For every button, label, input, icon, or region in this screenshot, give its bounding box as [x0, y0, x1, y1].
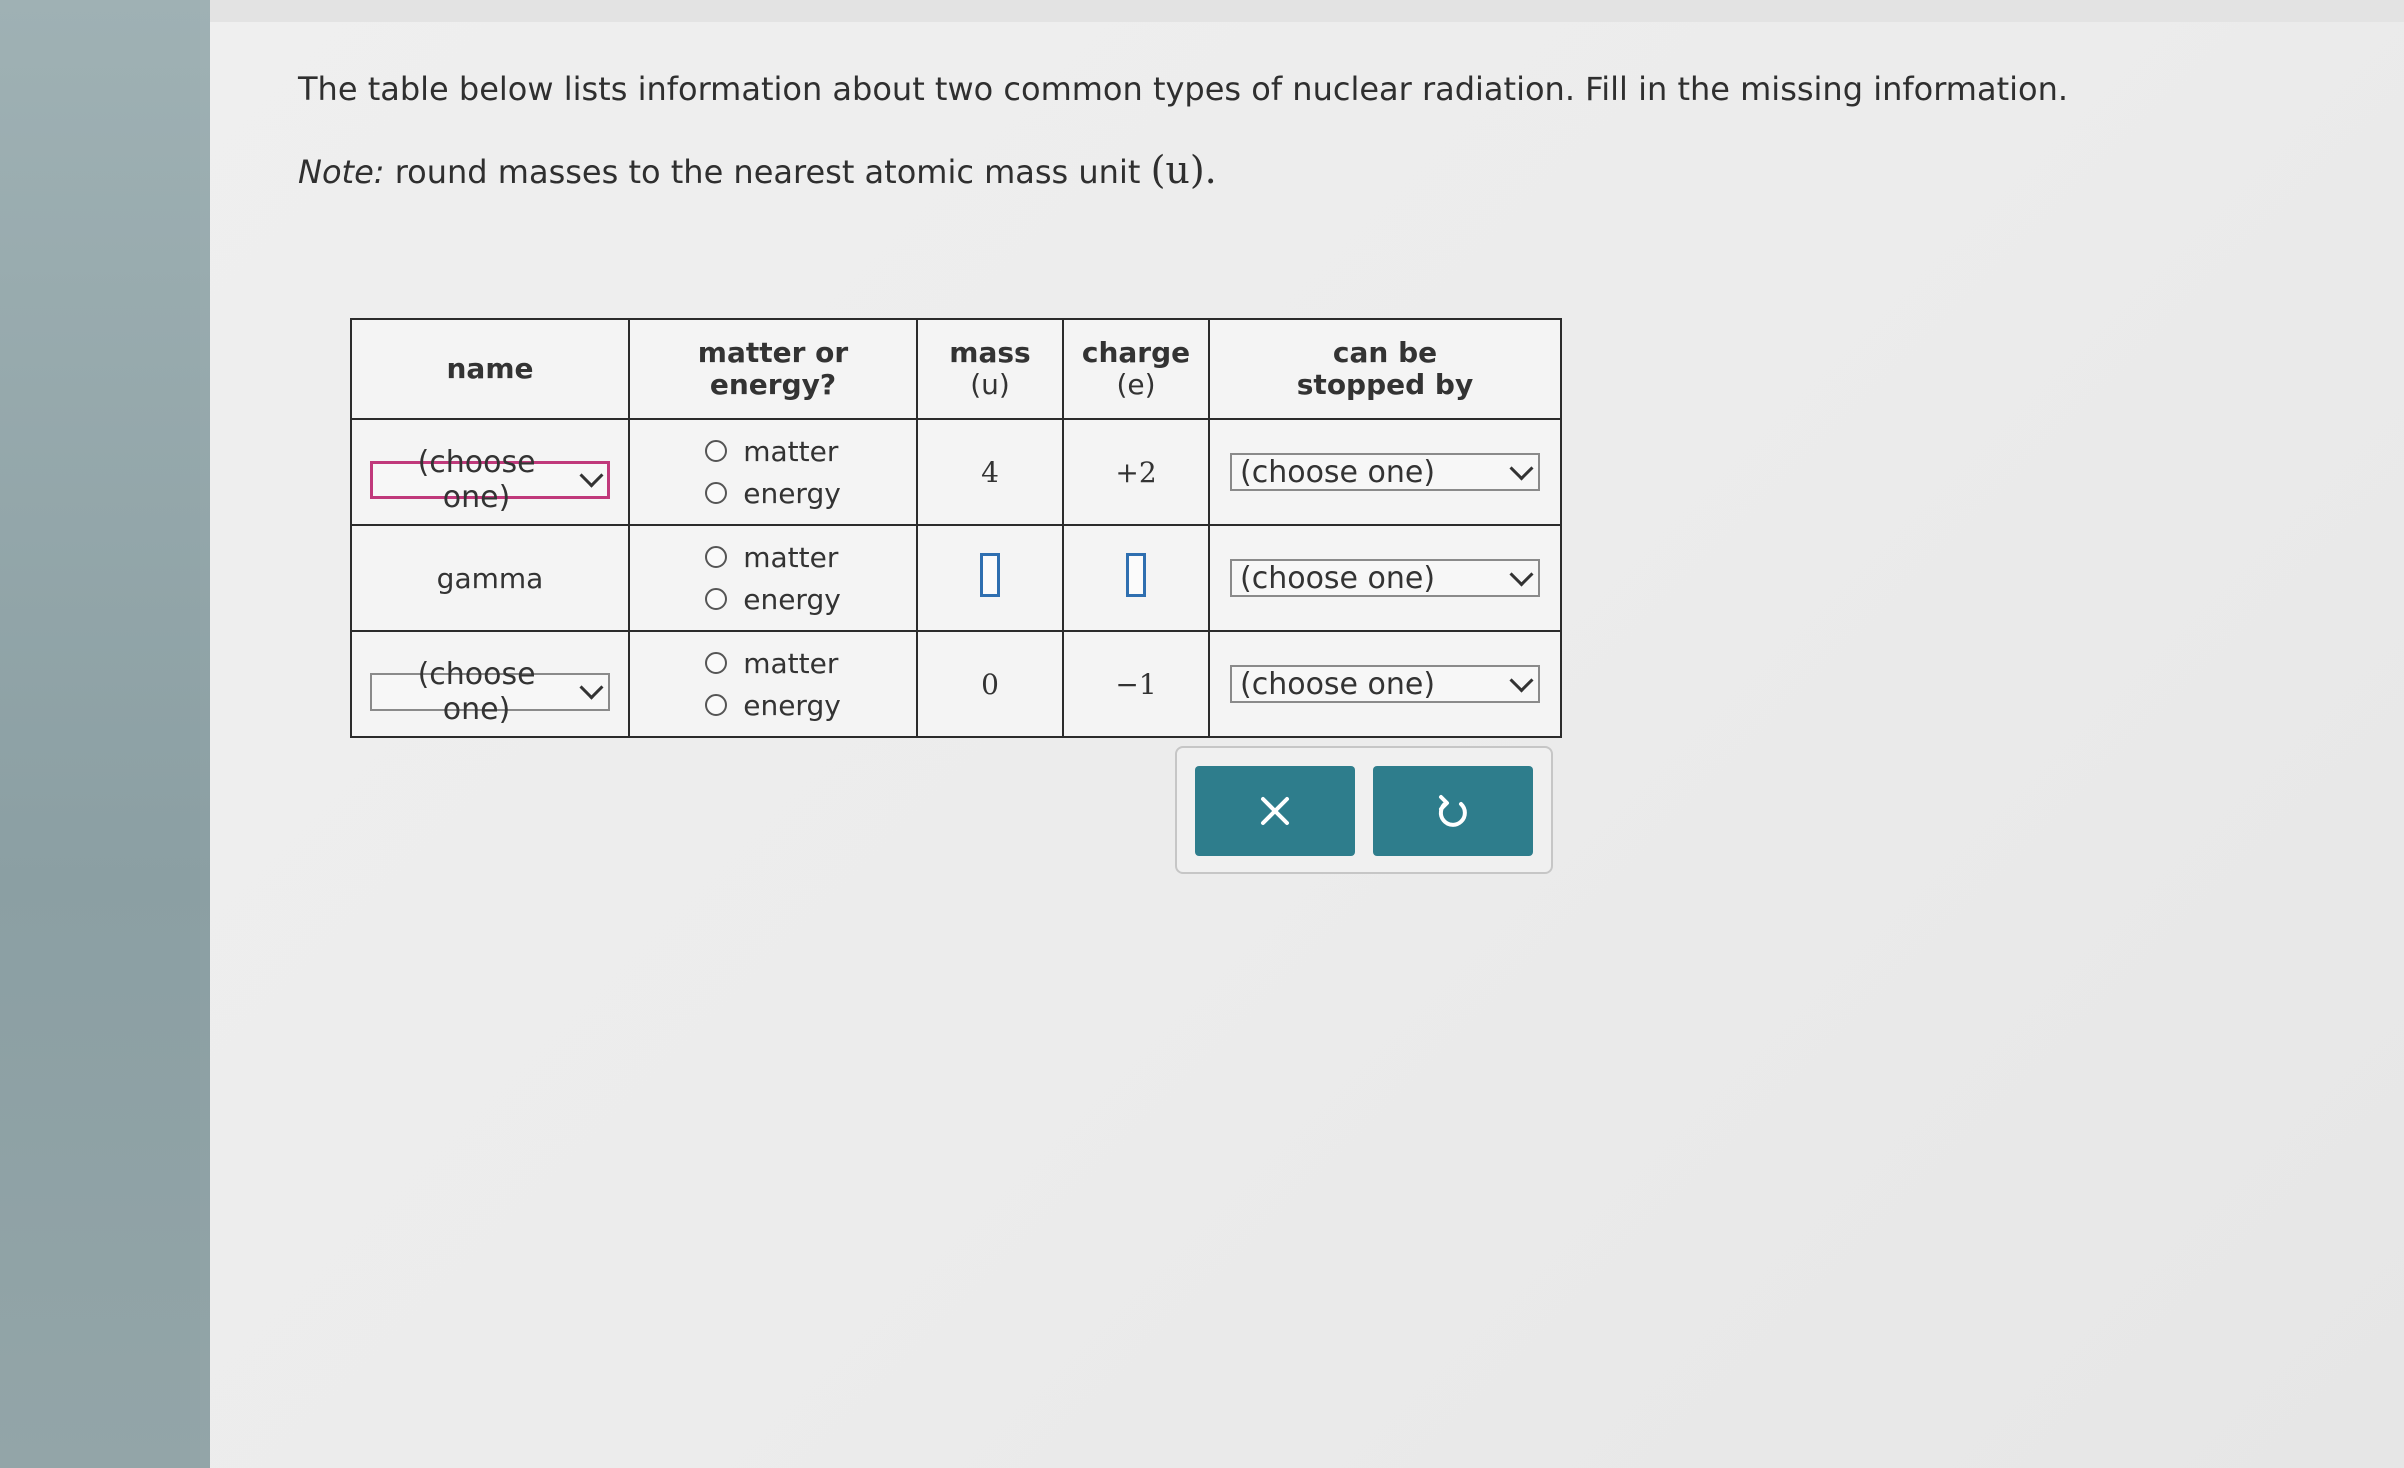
header-mass-unit: (u) — [970, 368, 1010, 401]
radiation-table — [350, 318, 1562, 738]
name-cell — [351, 419, 629, 525]
undo-button[interactable] — [1373, 766, 1533, 856]
matter-energy-cell — [629, 525, 917, 631]
chevron-down-icon — [1509, 456, 1533, 480]
name-select[interactable] — [370, 444, 610, 515]
mass-cell — [917, 525, 1063, 631]
radio-button[interactable] — [705, 652, 727, 674]
radio-label-matter: matter — [743, 540, 839, 574]
name-select-value: (choose one) — [417, 444, 536, 515]
header-matter-or-energy: matter or energy? — [629, 319, 917, 419]
stopped-by-cell — [1209, 631, 1561, 737]
note-label: Note: — [298, 153, 385, 191]
radio-option-matter[interactable] — [705, 430, 841, 472]
stopped-by-select-value: (choose one) — [1240, 454, 1436, 490]
header-stopped-line2: stopped by — [1296, 368, 1474, 401]
radio-label-energy: energy — [743, 582, 841, 616]
charge-input[interactable] — [1126, 553, 1146, 597]
charge-value: +2 — [1115, 455, 1157, 489]
header-charge-label: charge — [1081, 336, 1191, 369]
name-cell — [351, 631, 629, 737]
radio-option-energy[interactable] — [705, 472, 841, 514]
note-unit: (u). — [1150, 148, 1217, 192]
matter-energy-radio-group — [705, 430, 841, 514]
radio-label-matter: matter — [743, 434, 839, 468]
radio-button[interactable] — [705, 482, 727, 504]
header-charge-unit: (e) — [1116, 368, 1156, 401]
name-select-value: (choose one) — [417, 656, 536, 727]
radio-label-matter: matter — [743, 646, 839, 680]
note-text: round masses to the nearest atomic mass unit — [384, 153, 1151, 191]
radio-label-energy: energy — [743, 476, 841, 510]
stopped-by-cell — [1209, 419, 1561, 525]
charge-cell — [1063, 525, 1209, 631]
radio-option-energy[interactable] — [705, 684, 841, 726]
table-header-row — [351, 319, 1561, 419]
matter-energy-radio-group — [705, 536, 841, 620]
charge-cell — [1063, 419, 1209, 525]
stopped-by-cell — [1209, 525, 1561, 631]
close-icon — [1258, 794, 1292, 828]
matter-energy-cell — [629, 631, 917, 737]
mass-value: 4 — [981, 455, 999, 489]
header-charge — [1063, 319, 1209, 419]
stopped-by-select[interactable] — [1230, 559, 1540, 597]
header-mass-label: mass — [949, 336, 1031, 369]
mass-value: 0 — [981, 667, 999, 701]
radio-button[interactable] — [705, 694, 727, 716]
matter-energy-radio-group — [705, 642, 841, 726]
radio-option-energy[interactable] — [705, 578, 841, 620]
table-row — [351, 525, 1561, 631]
radio-label-energy: energy — [743, 688, 841, 722]
name-value: gamma — [436, 561, 544, 595]
action-button-tray — [1175, 746, 1553, 874]
radio-button[interactable] — [705, 546, 727, 568]
stopped-by-select-value: (choose one) — [1240, 666, 1436, 702]
name-select[interactable] — [370, 656, 610, 727]
mass-cell — [917, 631, 1063, 737]
stopped-by-select[interactable] — [1230, 453, 1540, 491]
table-row — [351, 419, 1561, 525]
stopped-by-select[interactable] — [1230, 665, 1540, 703]
radio-option-matter[interactable] — [705, 642, 841, 684]
header-stopped-by — [1209, 319, 1561, 419]
matter-energy-cell — [629, 419, 917, 525]
radio-button[interactable] — [705, 588, 727, 610]
header-name: name — [351, 319, 629, 419]
mass-cell — [917, 419, 1063, 525]
name-cell — [351, 525, 629, 631]
chevron-down-icon — [1509, 562, 1533, 586]
top-bar — [210, 0, 2404, 22]
charge-value: −1 — [1115, 667, 1157, 701]
chevron-down-icon — [1509, 668, 1533, 692]
chevron-down-icon — [580, 464, 604, 488]
mass-input[interactable] — [980, 553, 1000, 597]
header-mass — [917, 319, 1063, 419]
question-prompt: The table below lists information about two common types of nuclear radiation. Fill in the missing information. — [298, 70, 2069, 108]
stopped-by-select-value: (choose one) — [1240, 560, 1436, 596]
clear-button[interactable] — [1195, 766, 1355, 856]
question-note — [298, 148, 1217, 192]
table-row — [351, 631, 1561, 737]
undo-icon — [1434, 792, 1472, 830]
charge-cell — [1063, 631, 1209, 737]
radio-button[interactable] — [705, 440, 727, 462]
radio-option-matter[interactable] — [705, 536, 841, 578]
header-stopped-line1: can be — [1332, 336, 1438, 369]
chevron-down-icon — [580, 676, 604, 700]
